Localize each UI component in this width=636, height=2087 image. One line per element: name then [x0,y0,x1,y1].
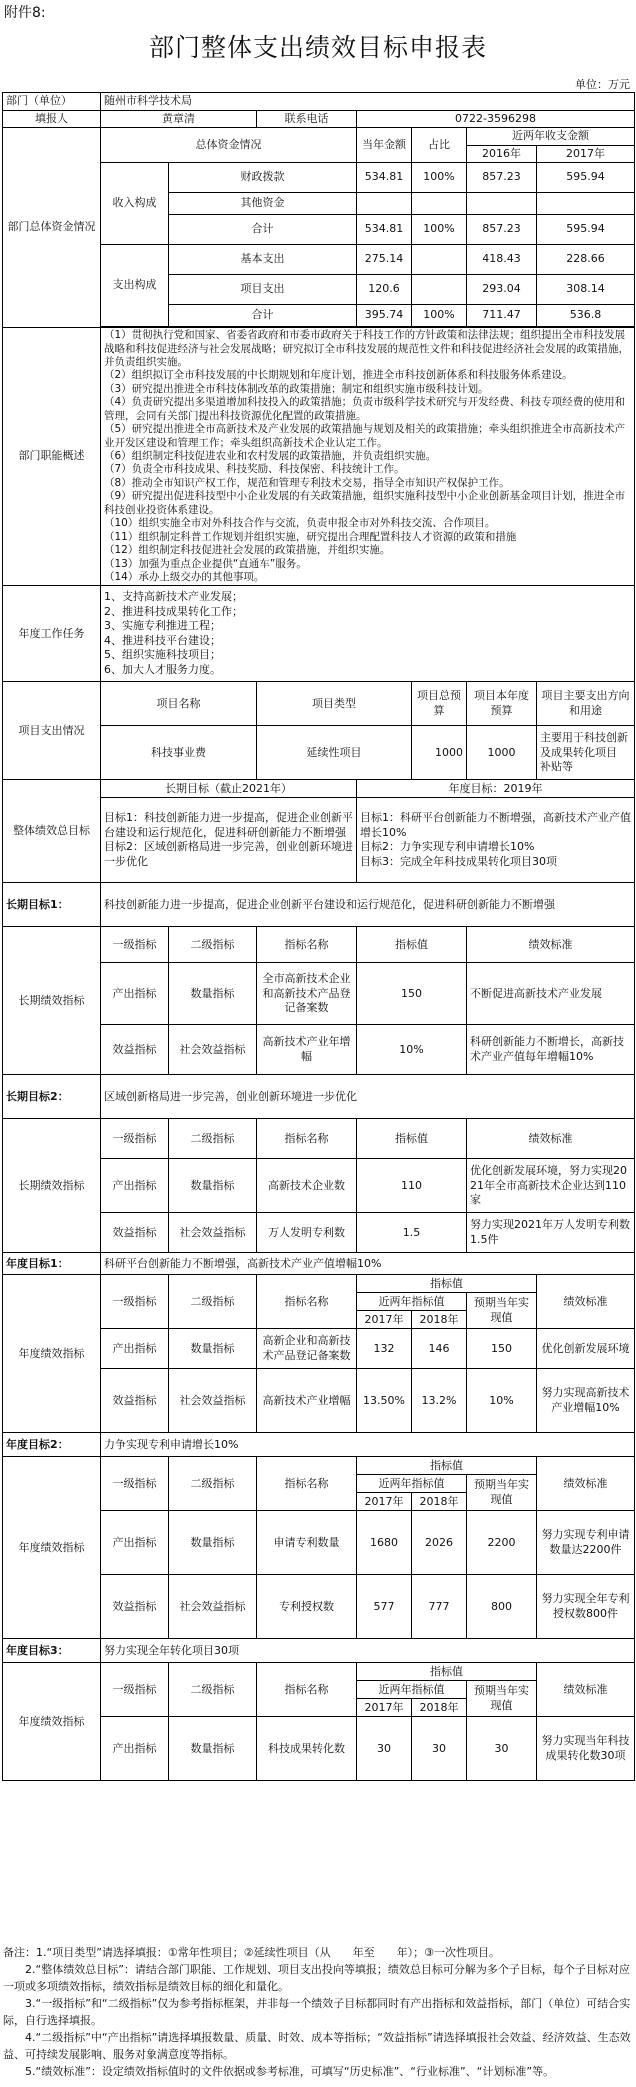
funds-row-name: 项目支出 [169,275,357,305]
lt2-cell: 高新技术企业数 [257,1159,357,1213]
yt3-standard: 努力实现当年科技成果转化数30项 [537,1717,635,1781]
funds-row-ratio: 100% [412,215,467,245]
header-2017: 2017年 [357,1311,412,1329]
yt2-cell: 数量指标 [169,1511,257,1575]
overall-long-header: 长期目标（截止2021年） [101,780,357,798]
header-2017: 2017年 [357,1699,412,1717]
yt1-2017: 132 [357,1329,412,1369]
funds-row-2017: 308.14 [537,275,635,305]
funds-row-name: 其他资金 [169,193,357,215]
yt2-cell: 效益指标 [101,1575,169,1639]
funds-row-ratio: 100% [412,163,467,193]
phone-value: 0722-3596298 [357,110,635,128]
task-item: 6、加大人才服务力度。 [104,662,221,676]
yt2-cell: 申请专利数量 [257,1511,357,1575]
yt2-2018: 2026 [412,1511,467,1575]
funds-row-2016: 857.23 [467,215,537,245]
yt2-expected: 800 [467,1575,537,1639]
yt2-cell: 社会效益指标 [169,1575,257,1639]
attachment-label: 附件8: [4,5,46,21]
dept-label: 部门（单位） [3,93,101,111]
yt3-label: 年度目标3： [3,1639,101,1663]
project-total-header: 项目总预算 [412,682,467,726]
funds-recent-header: 近两年收支金额 [467,128,635,146]
header-level2: 二级指标 [169,1275,257,1329]
lt1-cell: 高新技术产业年增幅 [257,1025,357,1075]
header-2017: 2017年 [357,1493,412,1511]
task-item: 2、推进科技成果转化工作； [104,604,243,618]
funds-row-2017 [537,193,635,215]
lt2-cell: 效益指标 [101,1213,169,1253]
lt2-text: 区域创新格局进一步完善，创业创新环境进一步优化 [101,1075,635,1119]
note-item: 5.“绩效标准”：设定绩效指标值时的文件依据或参考标准，可填写“历史标准”、“行业标准”、“计划标准”等。 [3,2065,555,2079]
duty-item: （11）组织制定科普工作规划并组织实施，研究提出合理配置科技人才资源的政策和措施 [104,530,517,543]
lt1-cell: 社会效益指标 [169,1025,257,1075]
header-standard: 绩效标准 [467,927,635,963]
header-2018: 2018年 [412,1699,467,1717]
tasks-label: 年度工作任务 [3,586,101,682]
duty-item: （10）组织实施全市对外科技合作与交流，负责申报全市对外科技交流、合作项目。 [104,517,496,530]
yt1-cell: 社会效益指标 [169,1369,257,1433]
overall-long-text: 目标1：科技创新能力进一步提高，促进企业创新平台建设和运行规范化，促进科研创新能力不断增强 目标2：区域创新格局进一步完善，创业创新环境进一步优化 [101,798,357,883]
yt3-2018: 30 [412,1717,467,1781]
funds-row-2017: 595.94 [537,215,635,245]
header-recent: 近两年指标值 [357,1681,467,1699]
performance-table [2,92,635,1781]
header-recent: 近两年指标值 [357,1475,467,1493]
funds-row-2016: 711.47 [467,305,537,327]
task-item: 4、推进科技平台建设； [104,633,221,647]
lt1-value: 150 [357,963,467,1025]
note-item: 4.“二级指标”中“产出指标”请选择填报数量、质量、时效、成本等指标；“效益指标”请选择填报社会效益、经济效益、生态效益、可持续发展影响、服务对象满意度等指标。 [3,2031,631,2062]
header-value: 指标值 [357,927,467,963]
duty-item: （6）组织制定科技促进农业和农村发展的政策措施，并负责组织实施。 [104,450,437,462]
funds-row-cur: 534.81 [357,215,412,245]
header-standard: 绩效标准 [537,1457,635,1511]
duty-item: （9）研究提出促进科技型中小企业发展的有关政策措施，组织实施科技型中小企业创新基金项目计划，推进全市科技创业投资体系建设。 [104,490,626,516]
yt2-2017: 577 [357,1575,412,1639]
funds-row-ratio [412,193,467,215]
funds-row-cur: 275.14 [357,245,412,275]
lt1-cell: 效益指标 [101,1025,169,1075]
yt1-text: 科研平台创新能力不断增强，高新技术产业产值增幅10% [101,1253,635,1275]
yt2-text: 力争实现专利申请增长10% [101,1433,635,1457]
page-title: 部门整体支出绩效目标申报表 [148,33,487,62]
task-item: 1、支持高新技术产业发展； [104,590,243,604]
lt2-cell: 产出指标 [101,1159,169,1213]
yt2-cell: 产出指标 [101,1511,169,1575]
yt1-cell: 高新企业和高新技术产品登记备案数 [257,1329,357,1369]
lt1-value: 10% [357,1025,467,1075]
overall-label: 整体绩效总目标 [3,780,101,883]
projects-label: 项目支出情况 [3,682,101,780]
header-level1: 一级指标 [101,1457,169,1511]
yt2-label: 年度目标2： [3,1433,101,1457]
funds-row-cur: 395.74 [357,305,412,327]
duty-item: （12）组织制定科技促进社会发展的政策措施，并组织实施。 [104,544,391,557]
lt2-standard: 努力实现2021年万人发明专利数1.5件 [467,1213,635,1253]
duty-item: （7）负责全市科技成果、科技奖励、科技保密、科技统计工作。 [104,463,405,476]
header-level2: 二级指标 [169,1663,257,1717]
yt1-standard: 优化创新发展环境 [537,1329,635,1369]
header-expected: 预期当年实现值 [467,1293,537,1329]
overall-year-text: 目标1：科研平台创新能力不断增强，高新技术产业产值增长10% 目标2：力争实现专利申请增长10% 目标3：完成全年科技成果转化项目30项 [357,798,635,883]
funds-row-ratio [412,245,467,275]
project-type: 延续性项目 [257,726,412,780]
funds-2017-header: 2017年 [537,145,635,163]
yt1-cell: 数量指标 [169,1329,257,1369]
unit-label: 单位：万元 [575,78,630,91]
funds-row-name: 财政拨款 [169,163,357,193]
lt1-perf-label: 长期绩效指标 [3,927,101,1075]
funds-row-cur: 534.81 [357,163,412,193]
lt1-label: 长期目标1： [3,883,101,927]
note-item: 3.“一级指标”和“二级指标”仅为参考指标框架，并非每一个绩效子目标都同时有产出指标和效益指标，部门（单位）可结合实际，自行选择填报。 [3,1997,631,2028]
yt2-standard: 努力实现专利申请数量达2200件 [537,1511,635,1575]
project-type-header: 项目类型 [257,682,412,726]
yt3-perf-label: 年度绩效指标 [3,1663,101,1781]
project-name-header: 项目名称 [101,682,257,726]
phone-label: 联系电话 [257,110,357,128]
lt2-value: 110 [357,1159,467,1213]
yt1-2017: 13.50% [357,1369,412,1433]
yt1-standard: 努力实现高新技术产业增幅10% [537,1369,635,1433]
yt1-expected: 10% [467,1369,537,1433]
header-indicator: 指标名称 [257,1663,357,1717]
header-standard: 绩效标准 [467,1119,635,1159]
header-expected: 预期当年实现值 [467,1681,537,1717]
header-expected: 预期当年实现值 [467,1475,537,1511]
header-recent: 近两年指标值 [357,1293,467,1311]
funds-row-name: 基本支出 [169,245,357,275]
task-item: 5、组织实施科技项目； [104,648,221,662]
header-level1: 一级指标 [101,1663,169,1717]
header-standard: 绩效标准 [537,1275,635,1329]
yt1-2018: 146 [412,1329,467,1369]
filler-name: 黄章清 [101,110,257,128]
funds-row-2017: 228.66 [537,245,635,275]
lt1-standard: 科研创新能力不断增长，高新技术产业产值每年增幅10% [467,1025,635,1075]
header-level2: 二级指标 [169,1119,257,1159]
duties-text [101,328,635,586]
duty-item: （1）贯彻执行党和国家、省委省政府和市委市政府关于科技工作的方针政策和法律法规；组织提出全市科技发展战略和科技促进经济与社会发展战略；研究拟订全市科技发展的规范性文件和科技促进经济社会发展的政策措施，并负责组织实施。 [104,329,629,368]
funds-row-name: 合计 [169,215,357,245]
yt3-cell: 科技成果转化数 [257,1717,357,1781]
lt2-standard: 优化创新发展环境，努力实现2021年全市高新技术企业达到110家 [467,1159,635,1213]
lt2-label: 长期目标2： [3,1075,101,1119]
duty-item: （3）研究提出推进全市科技体制改革的政策措施；制定和组织实施市级科技计划。 [104,382,489,395]
funds-ratio-header: 占比 [412,128,467,163]
project-use: 主要用于科技创新及成果转化项目 补贴等 [537,726,635,780]
filler-label: 填报人 [3,110,101,128]
lt1-cell: 全市高新技术企业和高新技术产品登记备案数 [257,963,357,1025]
lt1-text: 科技创新能力进一步提高，促进企业创新平台建设和运行规范化，促进科研创新能力不断增强 [101,883,635,927]
notes [3,1944,633,2080]
funds-2016-header: 2016年 [467,145,537,163]
header-level1: 一级指标 [101,1275,169,1329]
yt2-2017: 1680 [357,1511,412,1575]
yt2-cell: 专利授权数 [257,1575,357,1639]
header-value: 指标值 [357,1663,537,1681]
yt2-expected: 2200 [467,1511,537,1575]
header-indicator: 指标名称 [257,1119,357,1159]
duty-item: （5）研究提出推进全市高新技术及产业发展的政策措施与规划及相关的政策措施；牵头组织推进全市高新技术产业开发区建设和管理工作；牵头组织高新技术企业认定工作。 [104,423,626,449]
funds-row-ratio [412,275,467,305]
yt1-cell: 产出指标 [101,1329,169,1369]
lt2-cell: 社会效益指标 [169,1213,257,1253]
yt1-perf-label: 年度绩效指标 [3,1275,101,1433]
yt3-cell: 产出指标 [101,1717,169,1781]
yt2-standard: 努力实现全年专利授权数800件 [537,1575,635,1639]
header-standard: 绩效标准 [537,1663,635,1717]
duty-item: （14）承办上级交办的其他事项。 [104,570,265,583]
header-value: 指标值 [357,1119,467,1159]
duty-item: （13）加强为重点企业提供“直通车”服务。 [104,557,307,570]
lt1-standard: 不断促进高新技术产业发展 [467,963,635,1025]
header-2018: 2018年 [412,1493,467,1511]
duty-item: （8）推动全市知识产权工作，规范和管理专利技术交易，指导全市知识产权保护工作。 [104,476,510,489]
funds-row-2016: 857.23 [467,163,537,193]
yt1-expected: 150 [467,1329,537,1369]
funds-row-ratio: 100% [412,305,467,327]
duties-label: 部门职能概述 [3,328,101,586]
task-item: 3、实施专利推进工程； [104,619,221,633]
lt2-cell: 万人发明专利数 [257,1213,357,1253]
yt3-text: 努力实现全年转化项目30项 [101,1639,635,1663]
header-2018: 2018年 [412,1311,467,1329]
header-level1: 一级指标 [101,1119,169,1159]
yt1-2018: 13.2% [412,1369,467,1433]
project-total: 1000 [412,726,467,780]
lt2-perf-label: 长期绩效指标 [3,1119,101,1253]
yt2-perf-label: 年度绩效指标 [3,1457,101,1639]
yt3-expected: 30 [467,1717,537,1781]
yt1-cell: 效益指标 [101,1369,169,1433]
project-year-header: 项目本年度预算 [467,682,537,726]
funds-total-header: 总体资金情况 [101,128,357,163]
funds-row-cur: 120.6 [357,275,412,305]
funds-row-cur [357,193,412,215]
funds-row-2016: 418.43 [467,245,537,275]
yt1-cell: 高新技术产业增幅 [257,1369,357,1433]
expense-label: 支出构成 [101,245,169,327]
funds-row-2017: 536.8 [537,305,635,327]
funds-row-2016: 293.04 [467,275,537,305]
funds-row-name: 合计 [169,305,357,327]
overall-year-header: 年度目标：2019年 [357,780,635,798]
note-item: 2.“整体绩效总目标”：请结合部门职能、工作规划、项目支出投向等填报；绩效总目标可分解为多个子目标，每个子目标对应一项或多项绩效指标，绩效指标是绩效目标的细化和量化。 [3,1963,630,1994]
header-value: 指标值 [357,1275,537,1293]
tasks-list [101,586,635,682]
yt3-2017: 30 [357,1717,412,1781]
note-item: 备注：1.“项目类型”请选择填报：①常年性项目；②延续性项目（从 年至 年）；③一次性项目。 [3,1946,500,1959]
project-year: 1000 [467,726,537,780]
lt2-cell: 数量指标 [169,1159,257,1213]
project-name: 科技事业费 [101,726,257,780]
dept-value: 随州市科学技术局 [101,93,635,111]
header-indicator: 指标名称 [257,927,357,963]
income-label: 收入构成 [101,163,169,245]
project-use-header: 项目主要支出方向和用途 [537,682,635,726]
header-level1: 一级指标 [101,927,169,963]
header-value: 指标值 [357,1457,537,1475]
lt1-cell: 产出指标 [101,963,169,1025]
header-level2: 二级指标 [169,1457,257,1511]
duty-item: （2）组织拟订全市科技发展的中长期规划和年度计划，推进全市科技创新体系和科技服务体系建设。 [104,369,573,382]
header-indicator: 指标名称 [257,1457,357,1511]
header-indicator: 指标名称 [257,1275,357,1329]
yt2-2018: 777 [412,1575,467,1639]
funds-row-2016 [467,193,537,215]
funds-row-2017: 595.94 [537,163,635,193]
header-level2: 二级指标 [169,927,257,963]
lt1-cell: 数量指标 [169,963,257,1025]
funds-section-label: 部门总体资金情况 [3,128,101,328]
yt3-cell: 数量指标 [169,1717,257,1781]
duty-item: （4）负责研究提出多渠道增加科技投入的政策措施；负责市级科学技术研究与开发经费、科技专项经费的使用和管理，会同有关部门提出科技资源优化配置的政策措施。 [104,396,626,422]
yt1-label: 年度目标1： [3,1253,101,1275]
lt2-value: 1.5 [357,1213,467,1253]
funds-current-header: 当年金额 [357,128,412,163]
